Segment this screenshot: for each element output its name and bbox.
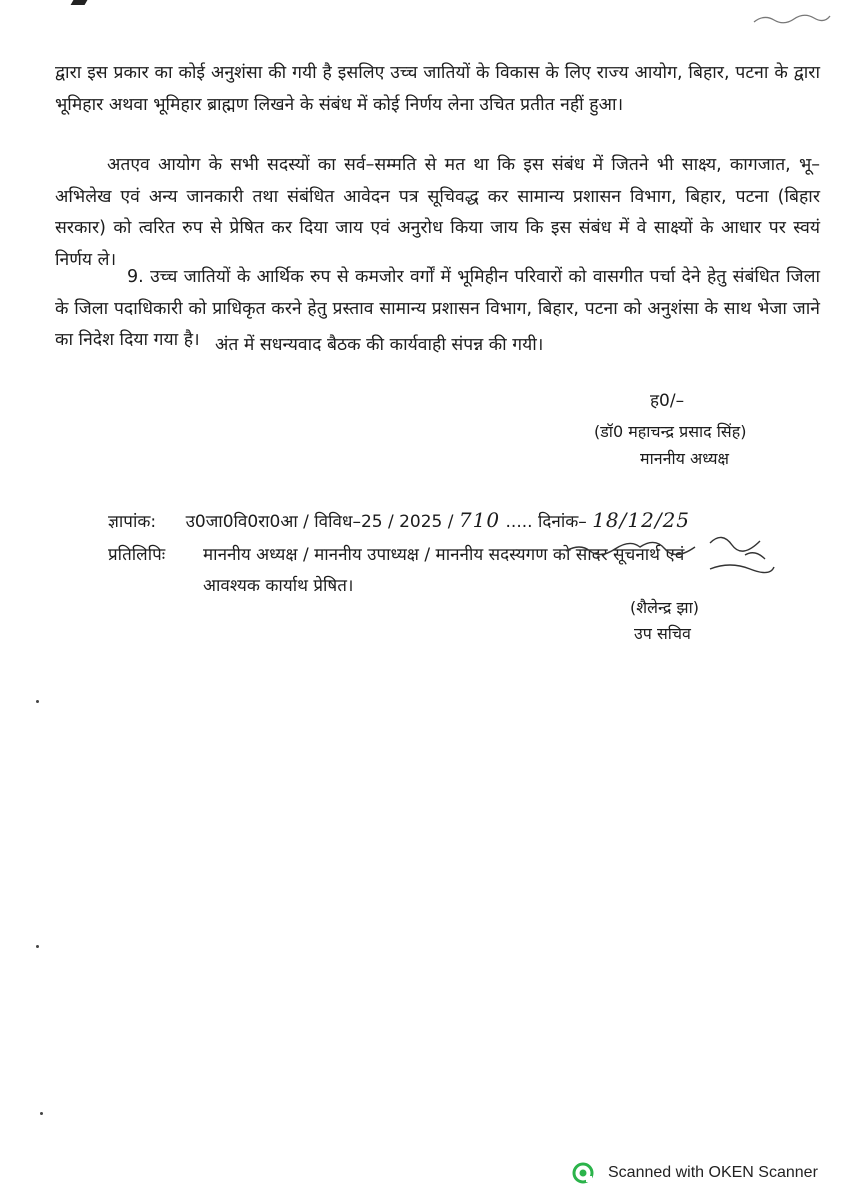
paragraph-consensus: अतएव आयोग के सभी सदस्यों का सर्व–सम्मति से मत था कि इस संबंध में जितने भी साक्ष्य, कागजात, भू–अभिलेख एवं अन्य जानकारी तथा संबंधित आवेदन पत्र सूचिवद्ध कर सामान्य प्रशासन विभाग, बिहार, पटना (बिहार सरकार) को त्वरित रुप से प्रेषित कर दिया जाय एवं अनुरोध किया जाय कि इस संबंध में वे साक्ष्यों के आधार पर स्वयं निर्णय ले।	[55, 155, 820, 270]
memo-line: ज्ञापांक: उ0जा0वि0रा0आ / विविध–25 / 2025 / 710 ..... दिनांक– 18/12/25	[108, 508, 691, 532]
scan-speck	[36, 945, 39, 948]
chairman-title: माननीय अध्यक्ष	[640, 449, 729, 468]
scan-speck	[36, 700, 39, 703]
copy-recipients: माननीय अध्यक्ष / माननीय उपाध्यक्ष / माननीय सदस्यगण को सादर सूचनार्थ एवं	[203, 545, 685, 565]
memo-number: 710	[458, 508, 501, 532]
chairman-name: (डॉ0 महाचन्द्र प्रसाद सिंह)	[594, 422, 747, 441]
deputy-secretary-title: उप सचिव	[634, 624, 691, 643]
scan-mark	[71, 0, 88, 5]
copy-purpose: आवश्यक कार्याथ प्रेषित।	[203, 576, 354, 596]
paragraph-closing: अंत में सधन्यवाद बैठक की कार्यवाही संपन्न की गयी।	[215, 335, 544, 355]
oken-scanner-logo-icon	[572, 1162, 594, 1184]
scanner-watermark	[572, 1162, 818, 1184]
top-corner-scribble	[752, 10, 832, 28]
memo-reference: उ0जा0वि0रा0आ / विविध–25 / 2025 /	[185, 512, 454, 532]
deputy-secretary-name: (शैलेन्द्र झा)	[630, 598, 699, 617]
scanner-watermark-text: Scanned with OKEN Scanner	[608, 1164, 818, 1181]
paragraph-item-9: 9. उच्च जातियों के आर्थिक रुप से कमजोर वर्गों में भूमिहीन परिवारों को वासगीत पर्चा देने हेतु संबंधित जिला के जिला पदाधिकारी को प्राधिकृत करने हेतु प्रस्ताव सामान्य प्रशासन विभाग, बिहार, पटना को अनुशंसा के साथ भेजा जाने का निदेश दिया गया है।	[55, 267, 820, 350]
memo-label: ज्ञापांक:	[108, 512, 157, 532]
copy-label: प्रतिलिपिः	[108, 545, 166, 565]
paragraph-recommendation: द्वारा इस प्रकार का कोई अनुशंसा की गयी है इसलिए उच्च जातियों के विकास के लिए राज्य आयोग, बिहार, पटना के द्वारा भूमिहार अथवा भूमिहार ब्राह्मण लिखने के संबंध में कोई निर्णय लेना उचित प्रतीत नहीं हुआ।	[55, 63, 820, 115]
date-label: दिनांक–	[537, 512, 587, 532]
memo-date: 18/12/25	[592, 508, 691, 532]
signature-mark: ह0/–	[650, 391, 685, 411]
handwritten-signature	[560, 525, 780, 585]
scan-speck	[40, 1112, 43, 1115]
